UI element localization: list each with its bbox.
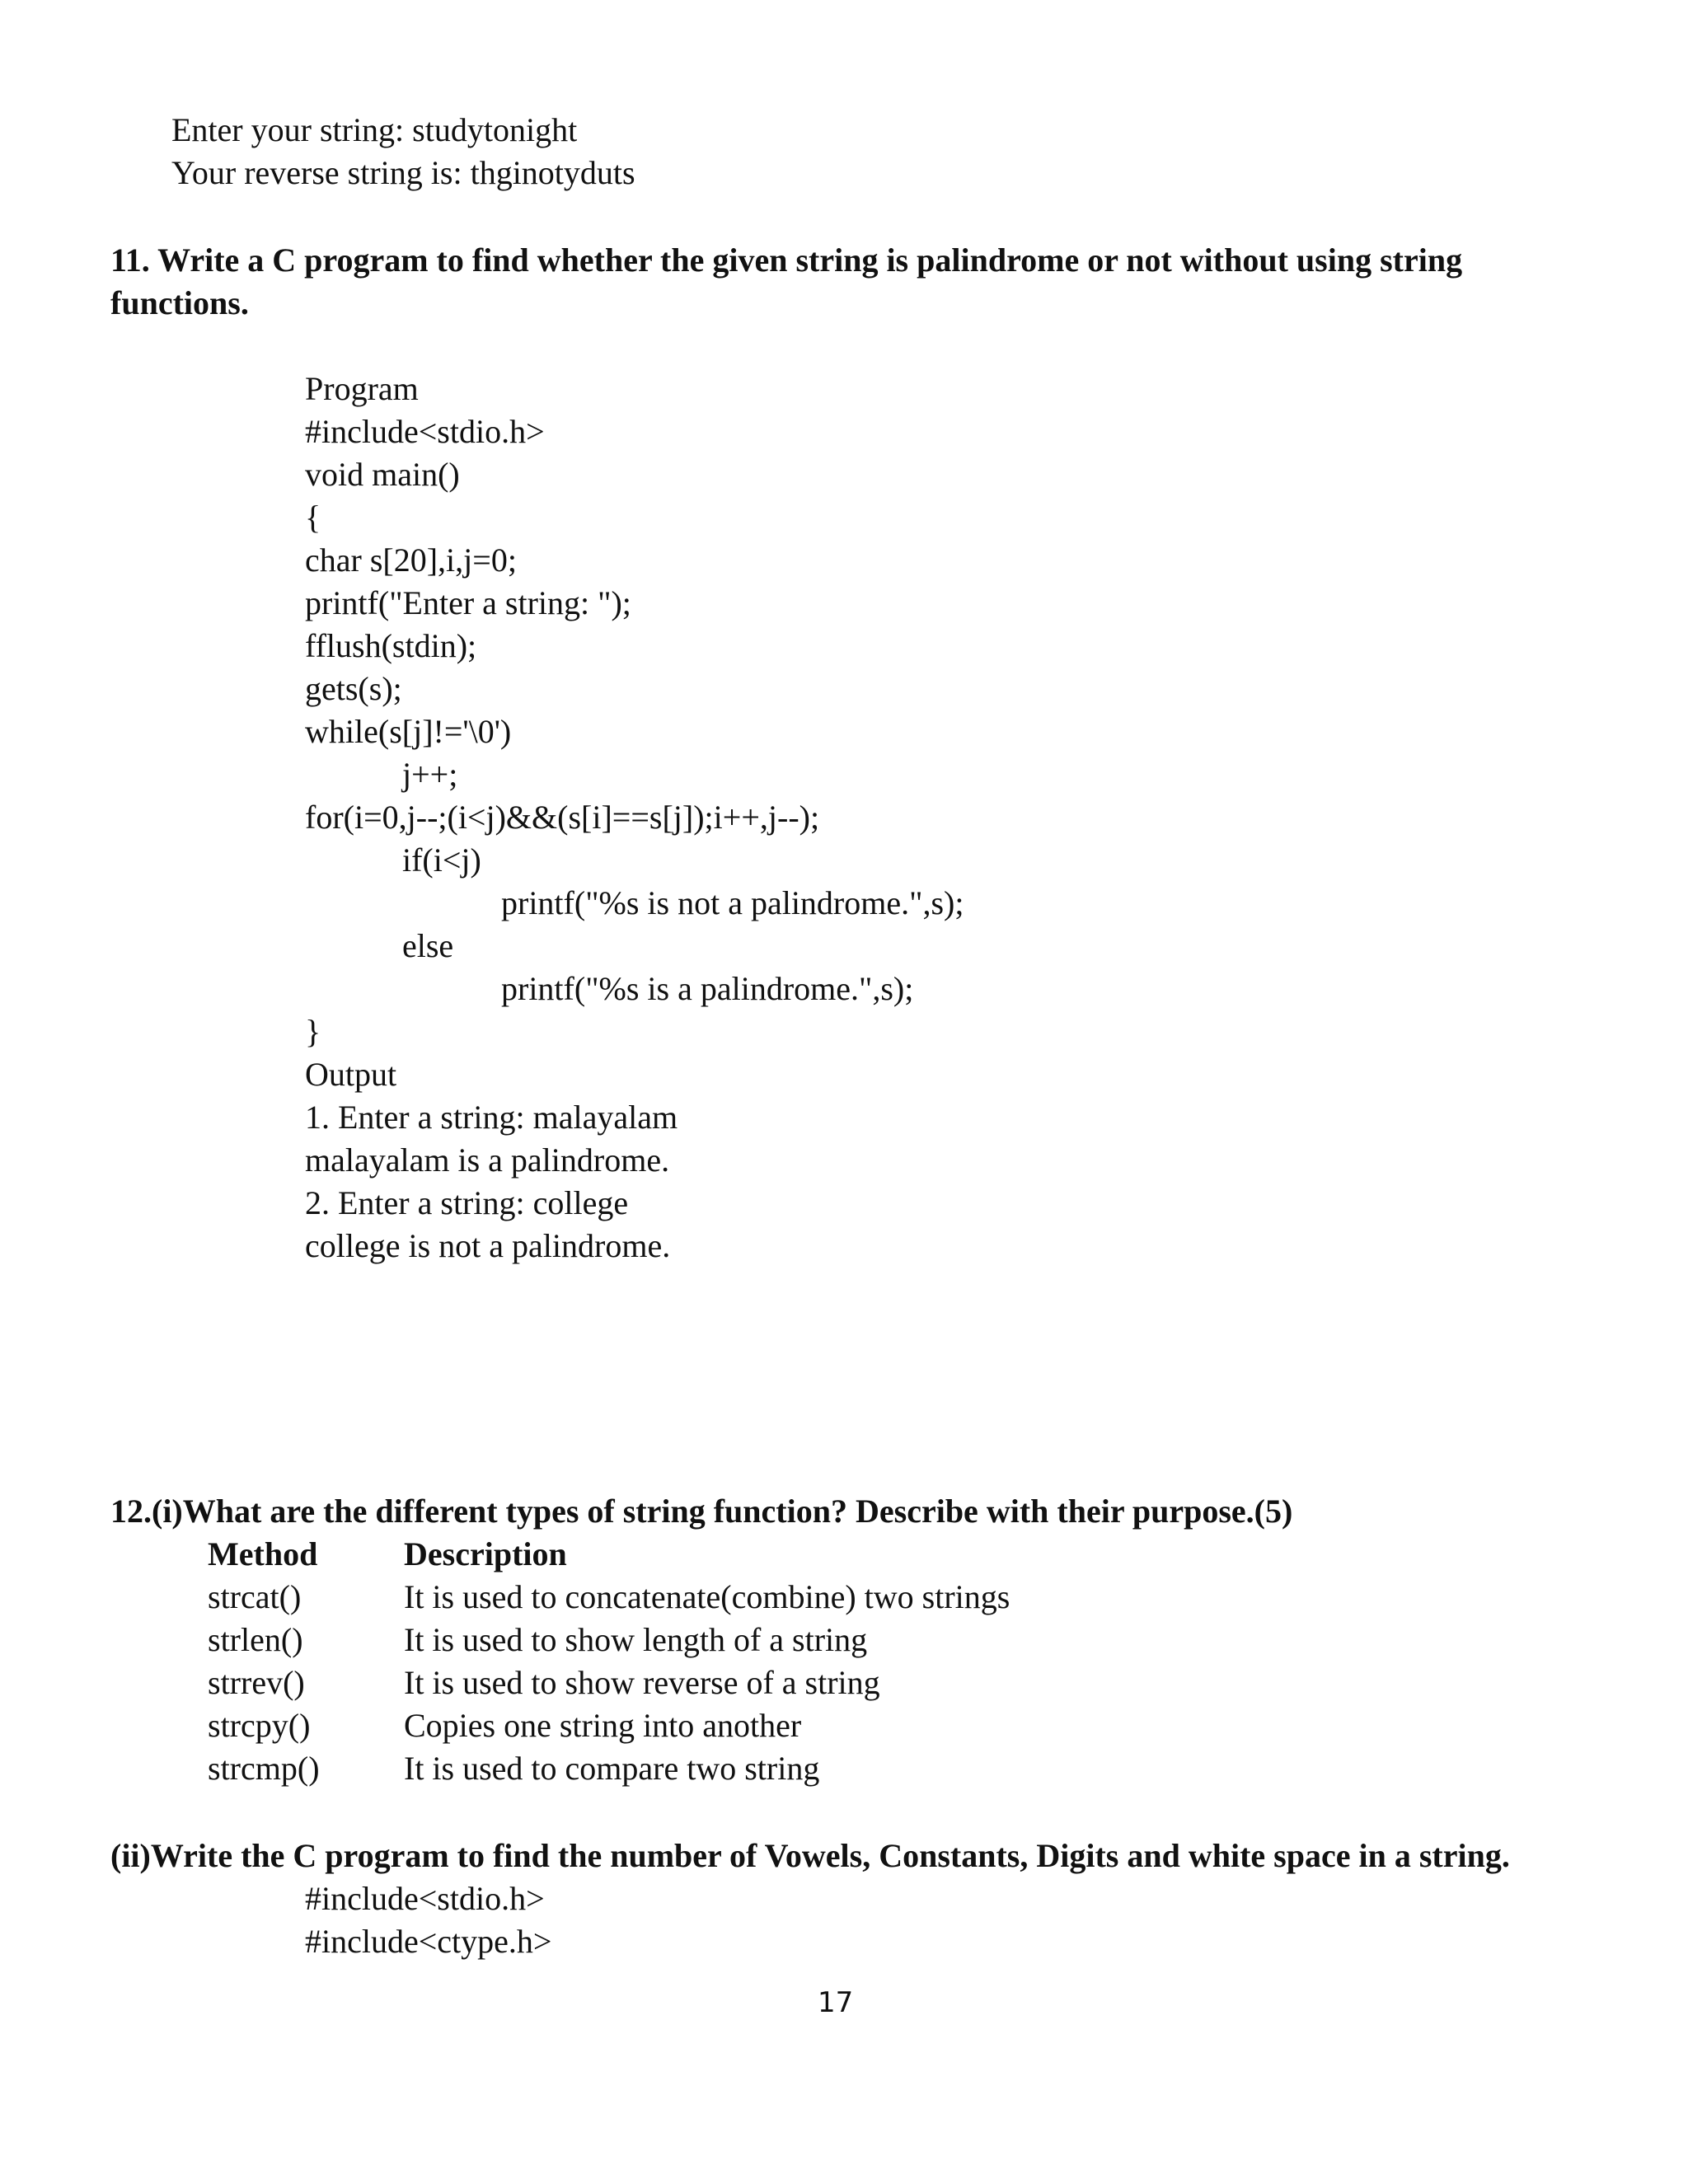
program-label: Program: [305, 370, 419, 407]
intro-output-line: Your reverse string is: thginotyduts: [171, 154, 635, 191]
table-cell-method: strrev(): [208, 1664, 305, 1701]
code-line: printf("%s is a palindrome.",s);: [501, 970, 914, 1007]
code-line: for(i=0,j--;(i<j)&&(s[i]==s[j]);i++,j--);: [305, 799, 820, 836]
output-line: college is not a palindrome.: [305, 1227, 671, 1264]
table-cell-description: Copies one string into another: [404, 1707, 802, 1744]
output-label: Output: [305, 1056, 397, 1093]
table-header-description: Description: [404, 1535, 567, 1572]
page-number: 17: [818, 1986, 854, 2019]
question-12-title: 12.(i)What are the different types of string function? Describe with their purpose.(5): [110, 1493, 1293, 1530]
code-line: printf("Enter a string: ");: [305, 584, 631, 621]
table-header-method: Method: [208, 1535, 318, 1572]
code-line: if(i<j): [402, 841, 481, 879]
table-cell-method: strcpy(): [208, 1707, 311, 1744]
table-cell-method: strcat(): [208, 1578, 302, 1615]
question-12-part2-title: (ii)Write the C program to find the number of Vowels, Constants, Digits and white space in a string.: [110, 1837, 1510, 1874]
code-line: {: [305, 499, 321, 536]
code-line: while(s[j]!='\0'): [305, 713, 512, 750]
code-line: else: [402, 927, 454, 964]
question-11-title-cont: functions.: [110, 284, 249, 321]
table-cell-method: strlen(): [208, 1621, 303, 1658]
table-cell-description: It is used to concatenate(combine) two strings: [404, 1578, 1010, 1615]
code-line: #include<ctype.h>: [305, 1923, 552, 1960]
output-line: malayalam is a palindrome.: [305, 1141, 670, 1179]
table-cell-description: It is used to compare two string: [404, 1750, 820, 1787]
question-11-title: 11. Write a C program to find whether the given string is palindrome or not without using string: [110, 241, 1463, 279]
intro-output-line: Enter your string: studytonight: [171, 111, 578, 148]
code-line: #include<stdio.h>: [305, 1880, 545, 1917]
output-line: 2. Enter a string: college: [305, 1184, 629, 1221]
output-line: 1. Enter a string: malayalam: [305, 1099, 678, 1136]
table-cell-description: It is used to show length of a string: [404, 1621, 868, 1658]
code-line: void main(): [305, 456, 460, 493]
code-line: }: [305, 1013, 321, 1050]
code-line: printf("%s is not a palindrome.",s);: [501, 884, 964, 921]
code-line: gets(s);: [305, 670, 402, 707]
table-cell-description: It is used to show reverse of a string: [404, 1664, 880, 1701]
code-line: char s[20],i,j=0;: [305, 541, 517, 579]
code-line: j++;: [402, 756, 458, 793]
code-line: fflush(stdin);: [305, 627, 477, 664]
table-cell-method: strcmp(): [208, 1750, 320, 1787]
code-line: #include<stdio.h>: [305, 413, 545, 450]
